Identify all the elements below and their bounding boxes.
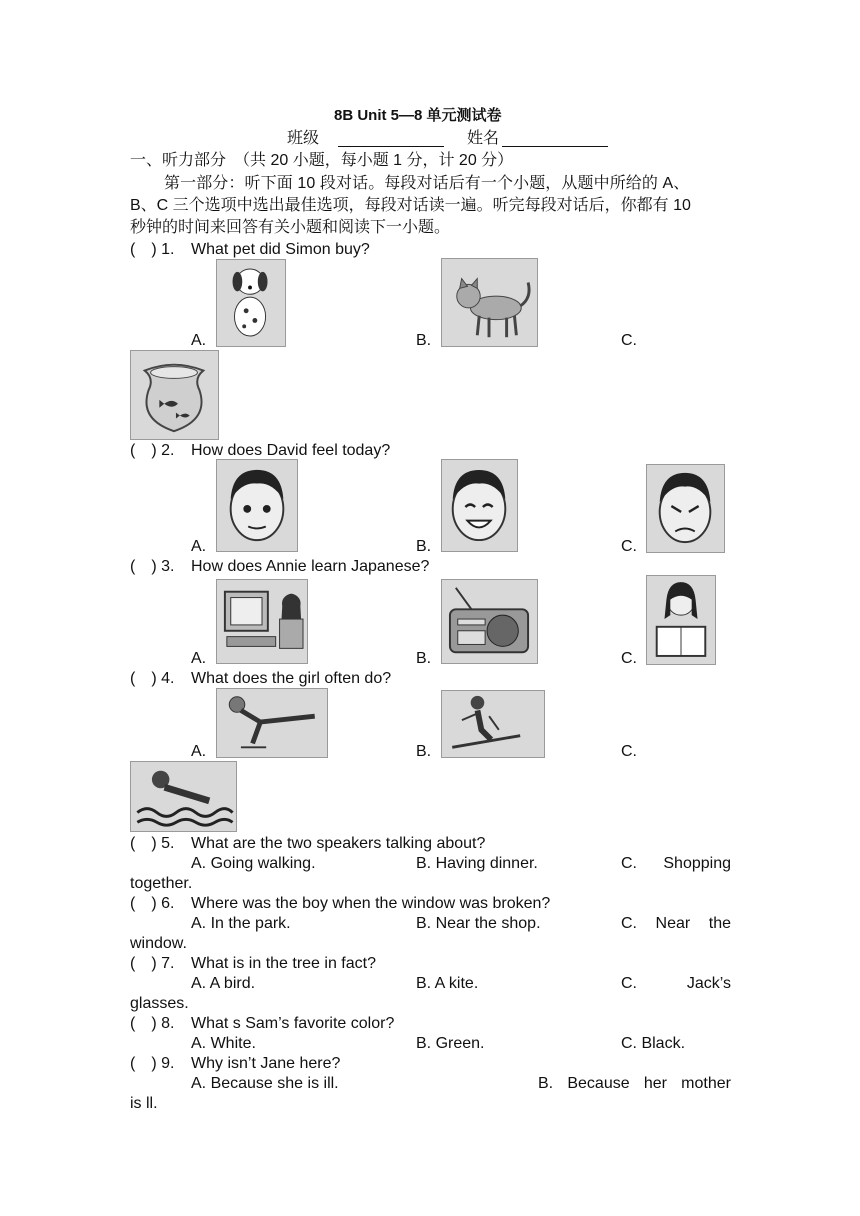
- option-a-label[interactable]: A.: [191, 650, 207, 667]
- question-bracket[interactable]: ( ) 9.: [130, 1055, 175, 1072]
- option-c-label[interactable]: C.: [621, 538, 637, 555]
- question-bracket[interactable]: ( ) 1.: [130, 241, 175, 258]
- question-text: Why isn’t Jane here?: [191, 1055, 341, 1072]
- option-a-label[interactable]: A.: [191, 743, 207, 760]
- name-blank[interactable]: [502, 146, 608, 147]
- question-text: What are the two speakers talking about?: [191, 835, 486, 852]
- question-bracket[interactable]: ( ) 7.: [130, 955, 175, 972]
- goldfish-bowl-picture: [130, 350, 219, 440]
- question-text: What s Sam’s favorite color?: [191, 1015, 395, 1032]
- option-a[interactable]: A. White.: [191, 1035, 256, 1052]
- intro-line: 秒钟的时间来回答有关小题和阅读下一小题。: [130, 219, 451, 236]
- question-bracket[interactable]: ( ) 2.: [130, 442, 175, 459]
- option-b[interactable]: [538, 1074, 731, 1094]
- option-c[interactable]: [621, 854, 731, 874]
- computer-picture: [216, 579, 308, 664]
- question-text: How does Annie learn Japanese?: [191, 558, 430, 575]
- question-text: How does David feel today?: [191, 442, 391, 459]
- question-text: What is in the tree in fact?: [191, 955, 376, 972]
- option-c[interactable]: [621, 974, 731, 994]
- dog-picture: [216, 259, 286, 347]
- question-bracket[interactable]: ( ) 3.: [130, 558, 175, 575]
- option-c-label[interactable]: C.: [621, 743, 637, 760]
- option-b[interactable]: B. Having dinner.: [416, 855, 538, 872]
- swimming-picture: [130, 761, 237, 832]
- option-b[interactable]: B. A kite.: [416, 975, 479, 992]
- question-text: What pet did Simon buy?: [191, 241, 370, 258]
- question-bracket[interactable]: ( ) 8.: [130, 1015, 175, 1032]
- option-c-continuation: together.: [130, 875, 193, 892]
- happy-face-picture: [441, 459, 518, 552]
- question-text: What does the girl often do?: [191, 670, 392, 687]
- option-c-label: C.: [621, 975, 637, 992]
- option-c-word: Shopping: [663, 855, 731, 872]
- skiing-picture: [441, 690, 545, 758]
- normal-face-picture: [216, 459, 298, 552]
- option-a-label[interactable]: A.: [191, 332, 207, 349]
- option-b[interactable]: B. Green.: [416, 1035, 485, 1052]
- option-c-label[interactable]: C.: [621, 332, 637, 349]
- option-b-label[interactable]: B.: [416, 650, 432, 667]
- option-b-word: her: [643, 1075, 667, 1092]
- intro-line: 第一部分：听下面 10 段对话。每段对话后有一个小题，从题中所给的 A、: [164, 175, 690, 192]
- option-c-continuation: glasses.: [130, 995, 189, 1012]
- option-c-word: Jack’s: [686, 975, 731, 992]
- page-title: 8B Unit 5—8 单元测试卷: [334, 107, 502, 124]
- class-blank[interactable]: [338, 146, 444, 147]
- option-c-label[interactable]: C.: [621, 650, 637, 667]
- angry-face-picture: [646, 464, 725, 553]
- option-a[interactable]: A. Because she is ill.: [191, 1075, 339, 1092]
- option-c-label: C.: [621, 915, 637, 932]
- option-c-word: Near: [655, 915, 691, 932]
- option-b-label: B.: [538, 1075, 554, 1092]
- option-b-label[interactable]: B.: [416, 743, 432, 760]
- section-heading: 一、听力部分 （共 20 小题，每小题 1 分，计 20 分）: [130, 152, 514, 169]
- cat-picture: [441, 258, 538, 347]
- option-b-word: Because: [567, 1075, 630, 1092]
- option-b-word: mother: [681, 1075, 731, 1092]
- option-c-label: C.: [621, 855, 637, 872]
- question-text: Where was the boy when the window was broken?: [191, 895, 551, 912]
- option-b[interactable]: B. Near the shop.: [416, 915, 541, 932]
- option-b-label[interactable]: B.: [416, 332, 432, 349]
- option-c-continuation: window.: [130, 935, 187, 952]
- option-b-label[interactable]: B.: [416, 538, 432, 555]
- question-bracket[interactable]: ( ) 5.: [130, 835, 175, 852]
- question-bracket[interactable]: ( ) 6.: [130, 895, 175, 912]
- intro-line: B、C 三个选项中选出最佳选项，每段对话读一遍。听完每段对话后，你都有 10: [130, 197, 691, 214]
- option-c[interactable]: [621, 914, 731, 934]
- option-c-word: the: [708, 915, 731, 932]
- option-c[interactable]: C. Black.: [621, 1035, 686, 1052]
- radio-picture: [441, 579, 538, 664]
- question-bracket[interactable]: ( ) 4.: [130, 670, 175, 687]
- option-b-continuation: is ll.: [130, 1095, 158, 1112]
- option-a[interactable]: A. Going walking.: [191, 855, 316, 872]
- skating-picture: [216, 688, 328, 758]
- option-a[interactable]: A. In the park.: [191, 915, 291, 932]
- class-label: 班级: [287, 130, 320, 147]
- option-a-label[interactable]: A.: [191, 538, 207, 555]
- name-label: 姓名: [467, 130, 500, 147]
- book-picture: [646, 575, 716, 665]
- option-a[interactable]: A. A bird.: [191, 975, 256, 992]
